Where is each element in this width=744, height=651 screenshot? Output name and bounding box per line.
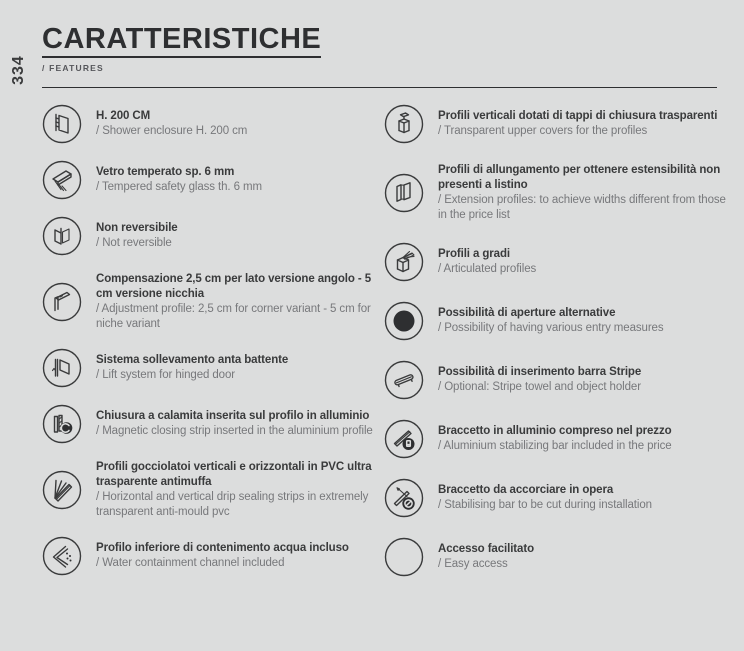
page-title: CARATTERISTICHE (42, 24, 321, 58)
feature-subtitle-en: / Horizontal and vertical drip sealing strips in extremely transparent anti-mould pvc (96, 490, 376, 520)
feature-title-it: Chiusura a calamita inserita sul profilo in alluminio (96, 409, 376, 424)
feature-subtitle-en: / Water containment channel included (96, 556, 376, 571)
feature-title-it: Braccetto in alluminio compreso nel prezzo (438, 424, 736, 439)
feature-subtitle-en: / Magnetic closing strip inserted in the aluminium profile (96, 424, 376, 439)
door-lift-icon (42, 348, 82, 388)
page-subtitle: / FEATURES (42, 63, 718, 73)
adjustment-profile-icon (42, 282, 82, 322)
cut-bar-icon (384, 478, 424, 518)
profile-caps-icon (384, 104, 424, 144)
wheelchair-glyph: ♿ (396, 549, 411, 569)
feature-title-it: Braccetto da accorciare in opera (438, 483, 736, 498)
water-channel-icon (42, 536, 82, 576)
feature-item (42, 404, 376, 444)
feature-item (384, 301, 736, 341)
feature-subtitle-en: / Transparent upper covers for the profiles (438, 124, 736, 139)
feature-item (42, 536, 376, 576)
magnetic-closing-icon (42, 404, 82, 444)
feature-subtitle-en: / Tempered safety glass th. 6 mm (96, 180, 376, 195)
feature-title-it: Profili gocciolatoi verticali e orizzontali in PVC ultra trasparente antimuffa (96, 460, 376, 490)
page-header (42, 24, 718, 88)
features-column-right (384, 104, 736, 596)
feature-subtitle-en: / Lift system for hinged door (96, 368, 376, 383)
page-number: 334 (10, 50, 28, 90)
feature-subtitle-en: / Possibility of having various entry measures (438, 321, 736, 336)
stabilizing-bar-icon (384, 419, 424, 459)
feature-title-it: Compensazione 2,5 cm per lato versione angolo - 5 cm versione nicchia (96, 272, 376, 302)
feature-title-it: Possibilità di aperture alternative (438, 306, 736, 321)
features-list (42, 104, 734, 596)
stripe-bar-icon (384, 360, 424, 400)
drip-strips-icon (42, 470, 82, 510)
feature-title-it: Profili di allungamento per ottenere estensibilità non presenti a listino (438, 163, 736, 193)
feature-title-it: Profili a gradi (438, 247, 736, 262)
feature-subtitle-en: / Adjustment profile: 2,5 cm for corner variant - 5 cm for niche variant (96, 302, 376, 332)
feature-subtitle-en: / Easy access (438, 557, 736, 572)
wheelchair-icon (384, 537, 424, 577)
feature-subtitle-en: / Stabilising bar to be cut during installation (438, 498, 736, 513)
header-divider (42, 87, 717, 88)
tempered-glass-icon (42, 160, 82, 200)
feature-item (384, 478, 736, 518)
feature-title-it: Sistema sollevamento anta battente (96, 353, 376, 368)
feature-title-it: Accesso facilitato (438, 542, 736, 557)
feature-subtitle-en: / Aluminium stabilizing bar included in the price (438, 439, 736, 454)
feature-item (42, 272, 376, 332)
non-reversible-icon (42, 216, 82, 256)
feature-title-it: H. 200 CM (96, 109, 376, 124)
feature-title-it: Profilo inferiore di contenimento acqua incluso (96, 541, 376, 556)
feature-subtitle-en: / Optional: Stripe towel and object holder (438, 380, 736, 395)
feature-item (384, 163, 736, 223)
feature-item (42, 348, 376, 388)
ap-badge-icon (384, 301, 424, 341)
features-column-left (42, 104, 376, 596)
feature-title-it: Possibilità di inserimento barra Stripe (438, 365, 736, 380)
feature-item (384, 104, 736, 144)
shower-height-icon (42, 104, 82, 144)
feature-item (42, 460, 376, 520)
feature-subtitle-en: / Shower enclosure H. 200 cm (96, 124, 376, 139)
feature-item (42, 216, 376, 256)
feature-item (42, 160, 376, 200)
feature-item (384, 419, 736, 459)
feature-title-it: Profili verticali dotati di tappi di chiusura trasparenti (438, 109, 736, 124)
feature-item (384, 360, 736, 400)
feature-item (384, 242, 736, 282)
feature-title-it: Non reversibile (96, 221, 376, 236)
feature-subtitle-en: / Extension profiles: to achieve widths different from those in the price list (438, 193, 736, 223)
articulated-profile-icon (384, 242, 424, 282)
extension-profile-icon (384, 173, 424, 213)
feature-item (384, 537, 736, 577)
feature-subtitle-en: / Not reversible (96, 236, 376, 251)
feature-subtitle-en: / Articulated profiles (438, 262, 736, 277)
feature-item (42, 104, 376, 144)
feature-title-it: Vetro temperato sp. 6 mm (96, 165, 376, 180)
